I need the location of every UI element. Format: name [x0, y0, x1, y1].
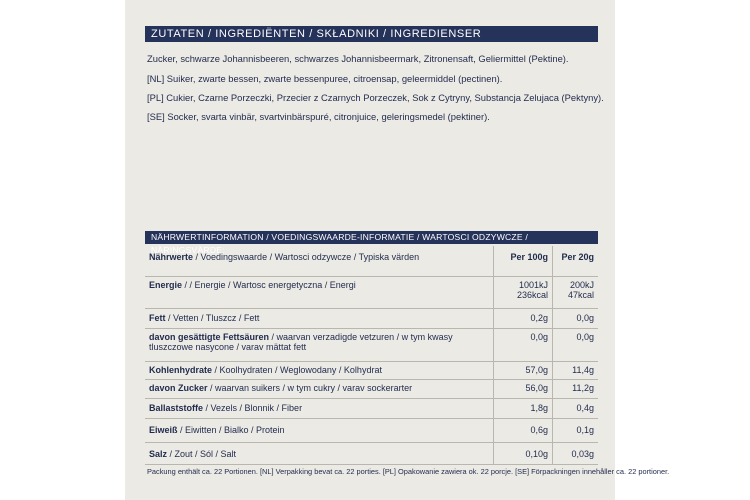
ingredients-line-se: [SE] Socker, svarta vinbär, svartvinbärspuré, citronjuice, geleringsmedel (pektiner).	[147, 111, 490, 122]
value-20g: 11,2g	[553, 379, 599, 398]
header-label-bold: Nährwerte	[149, 252, 194, 262]
value-20g: 0,0g	[553, 328, 599, 361]
row-label: / Vezels / Blonnik / Fiber	[203, 402, 303, 413]
ingredients-line-nl: [NL] Suiker, zwarte bessen, zwarte bessenpuree, citroensap, geleermiddel (pectinen).	[147, 73, 503, 84]
value-100g: 56,0g	[494, 379, 553, 398]
row-label: / Eiwitten / Bialko / Protein	[177, 424, 285, 435]
row-label-bold: Fett	[149, 312, 166, 323]
value-20g: 0,1g	[553, 418, 599, 442]
value-100g: 0,6g	[494, 418, 553, 442]
row-label: / Zout / Sól / Salt	[167, 448, 237, 459]
row-label-bold: davon gesättigte Fettsäuren	[149, 331, 270, 342]
value-100g: 0,10g	[494, 442, 553, 464]
value-100g: 0,0g	[494, 328, 553, 361]
ingredients-title: ZUTATEN / INGREDIËNTEN / SKŁADNIKI / INGREDIENSER	[145, 26, 598, 42]
row-label-bold: Ballaststoffe	[149, 402, 204, 413]
value-20g: 0,4g	[553, 398, 599, 418]
value-20g: 11,4g	[553, 361, 599, 379]
value-20g: 0,03g	[553, 442, 599, 464]
row-label-bold: davon Zucker	[149, 382, 208, 393]
header-per-100g: Per 100g	[510, 252, 548, 262]
row-label-bold: Energie	[149, 279, 183, 290]
value-20g-kcal: 47kcal	[567, 289, 594, 300]
nutrition-row-fibre	[145, 398, 598, 418]
value-100g-kcal: 236kcal	[516, 289, 548, 300]
nutrition-row-fat	[145, 308, 598, 328]
nutrition-header-row	[145, 246, 598, 276]
ingredients-line-de: Zucker, schwarze Johannisbeeren, schwarzes Johannisbeermark, Zitronensaft, Geliermittel (Pektine).	[147, 53, 569, 64]
nutrition-row-sugars	[145, 379, 598, 398]
value-100g: 0,2g	[494, 308, 553, 328]
row-label: / waarvan verzadigde vetzuren / w tym kwasy tluszczowe nasycone / varav mättat fett	[149, 331, 453, 352]
row-label-bold: Eiweiß	[149, 424, 178, 435]
nutrition-title: NÄHRWERTINFORMATION / VOEDINGSWAARDE-INFORMATIE / WARTOSCI ODZYWCZE / NÄRINGSVÄRDE:	[145, 231, 598, 244]
row-label: / / Energie / Wartosc energetyczna / Energi	[182, 279, 356, 290]
nutrition-row-salt	[145, 442, 598, 464]
value-20g: 0,0g	[553, 308, 599, 328]
nutrition-row-saturates	[145, 328, 598, 361]
value-20g: 200kJ	[569, 279, 594, 290]
nutrition-row-energy	[145, 276, 598, 308]
value-100g: 57,0g	[494, 361, 553, 379]
row-label-bold: Kohlenhydrate	[149, 364, 213, 375]
value-100g: 1001kJ	[518, 279, 548, 290]
row-label: / Vetten / Tluszcz / Fett	[165, 312, 260, 323]
row-label: / Koolhydraten / Weglowodany / Kolhydrat	[212, 364, 382, 375]
nutrition-table	[145, 246, 598, 465]
value-100g: 1,8g	[494, 398, 553, 418]
ingredients-line-pl: [PL] Cukier, Czarne Porzeczki, Przecier z Czarnych Porzeczek, Sok z Cytryny, Substancja Zelujaca (Pektyny).	[147, 92, 604, 103]
nutrition-row-carbohydrate	[145, 361, 598, 379]
header-per-20g: Per 20g	[561, 252, 594, 262]
portions-footnote: Packung enthält ca. 22 Portionen. [NL] Verpakking bevat ca. 22 porties. [PL] Opakowanie zawiera ok. 22 porcje. [SE] Förpackningen innehåller ca. 22 portioner.	[147, 467, 670, 476]
row-label: / waarvan suikers / w tym cukry / varav sockerarter	[207, 382, 413, 393]
header-label: / Voedingswaarde / Wartosci odzywcze / Typiska värden	[193, 252, 420, 262]
nutrition-row-protein	[145, 418, 598, 442]
row-label-bold: Salz	[149, 448, 168, 459]
